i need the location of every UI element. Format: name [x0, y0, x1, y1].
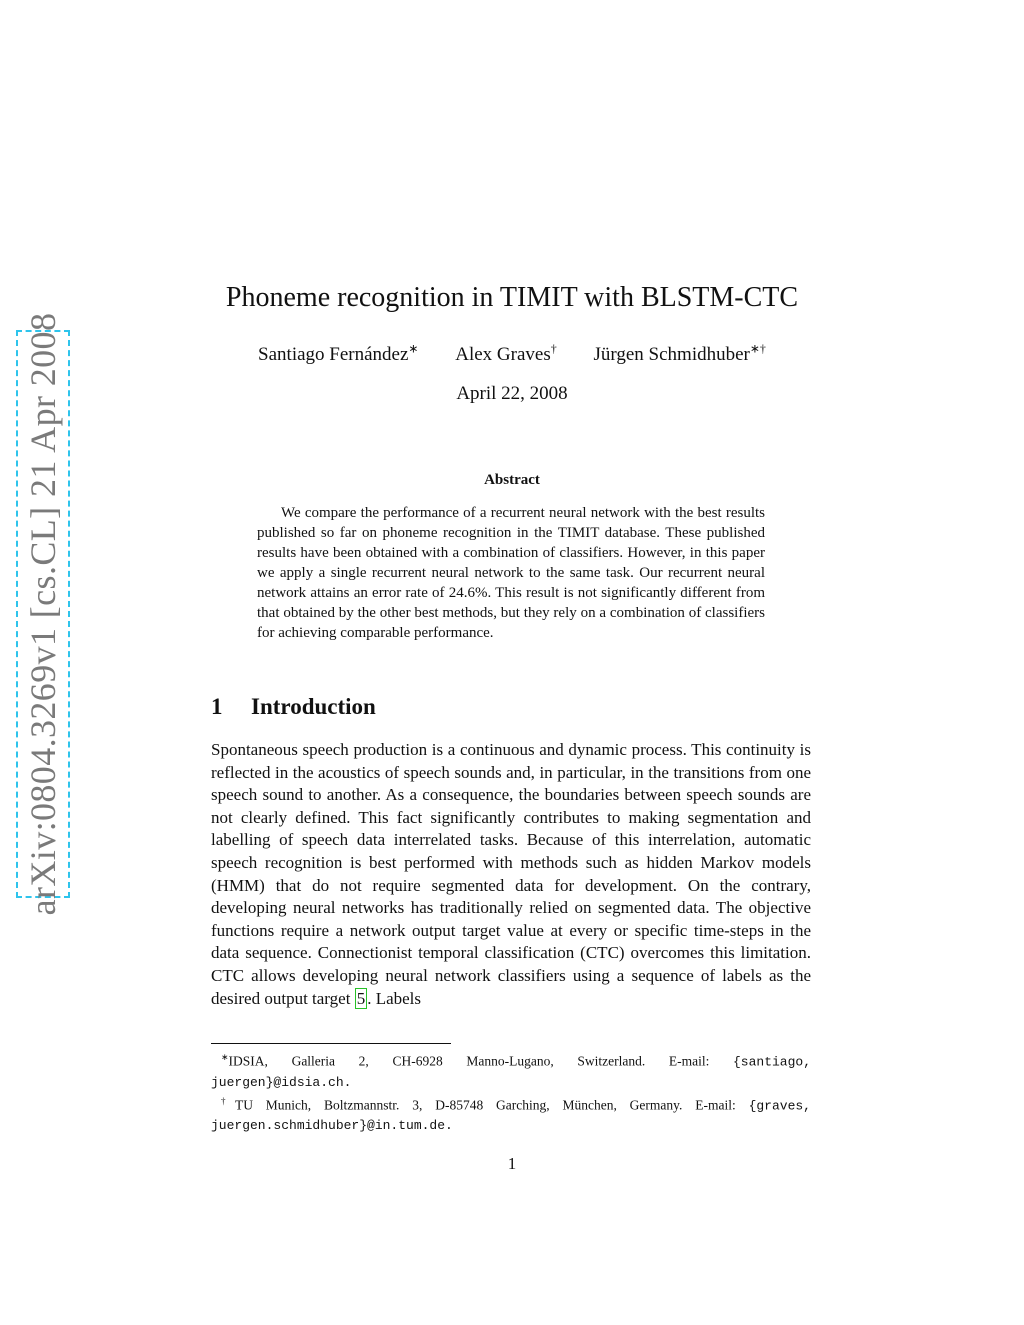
section-heading — [211, 694, 376, 720]
footnote-email: {graves, juergen.schmidhuber}@in.tum.de. — [211, 1098, 811, 1133]
section-number: 1 — [211, 694, 223, 719]
introduction-paragraph: Spontaneous speech production is a continuous and dynamic process. This continuity is reflected in the acoustics of speech sounds and, in particular, in the transitions from one speech sound to another. As a consequence, the boundaries between speech sounds are not clearly defined. This fact significantly contributes to making segmentation and labelling of speech data interrelated tasks. Because of this interrelation, automatic speech recognition is best performed with methods such as hidden Markov models (HMM) that do not require segmented data for development. On the contrary, developing neural networks has traditionally relied on segmented data. The objective functions require a network output target value at every or specific time-steps in the data sequence. Connectionist temporal classification (CTC) overcomes this limitation. CTC allows developing neural network classifiers using a sequence of labels as the desired output target 5 . Labels — [211, 740, 811, 1008]
arxiv-stamp-text: arXiv:0804.3269v1 [cs.CL] 21 Apr 2008 — [23, 312, 63, 916]
citation-link[interactable]: 5 — [356, 988, 366, 1008]
footnote-email: {santiago, juergen}@idsia.ch. — [211, 1054, 811, 1090]
paper-title: Phoneme recognition in TIMIT with BLSTM-CTC — [225, 282, 799, 313]
paper-date: April 22, 2008 — [456, 383, 568, 404]
footnotes — [211, 1048, 811, 1135]
abstract-text: We compare the performance of a recurrent neural network with the best results published so far on phoneme recognition in the TIMIT database. These published results have been obtained with a combination of classifiers. However, in this paper we apply a single recurrent neural network to the same task. Our recurrent neural network attains an error rate of 24.6%. This result is not significantly different from that obtained by the other best methods, but they rely on a combination of classifiers for achieving comparable performance. — [257, 505, 765, 641]
arxiv-stamp — [16, 312, 70, 916]
section-title: Introduction — [251, 694, 376, 719]
footnote-divider — [211, 1043, 451, 1044]
author: Jürgen Schmidhuber∗† — [593, 342, 766, 366]
abstract-heading: Abstract — [484, 472, 540, 488]
author-list — [0, 342, 1024, 366]
footnote: ∗IDSIA, Galleria 2, CH-6928 Manno-Lugano, Switzerland. E-mail: {santiago, juergen}@idsia.ch. — [211, 1052, 811, 1090]
page-number: 1 — [507, 1154, 517, 1173]
author: Santiago Fernández∗ — [258, 342, 419, 366]
footnote: †TU Munich, Boltzmannstr. 3, D-85748 Garching, München, Germany. E-mail: {graves, juergen.schmidhuber}@in.tum.de. — [211, 1095, 811, 1133]
author: Alex Graves† — [455, 342, 557, 366]
